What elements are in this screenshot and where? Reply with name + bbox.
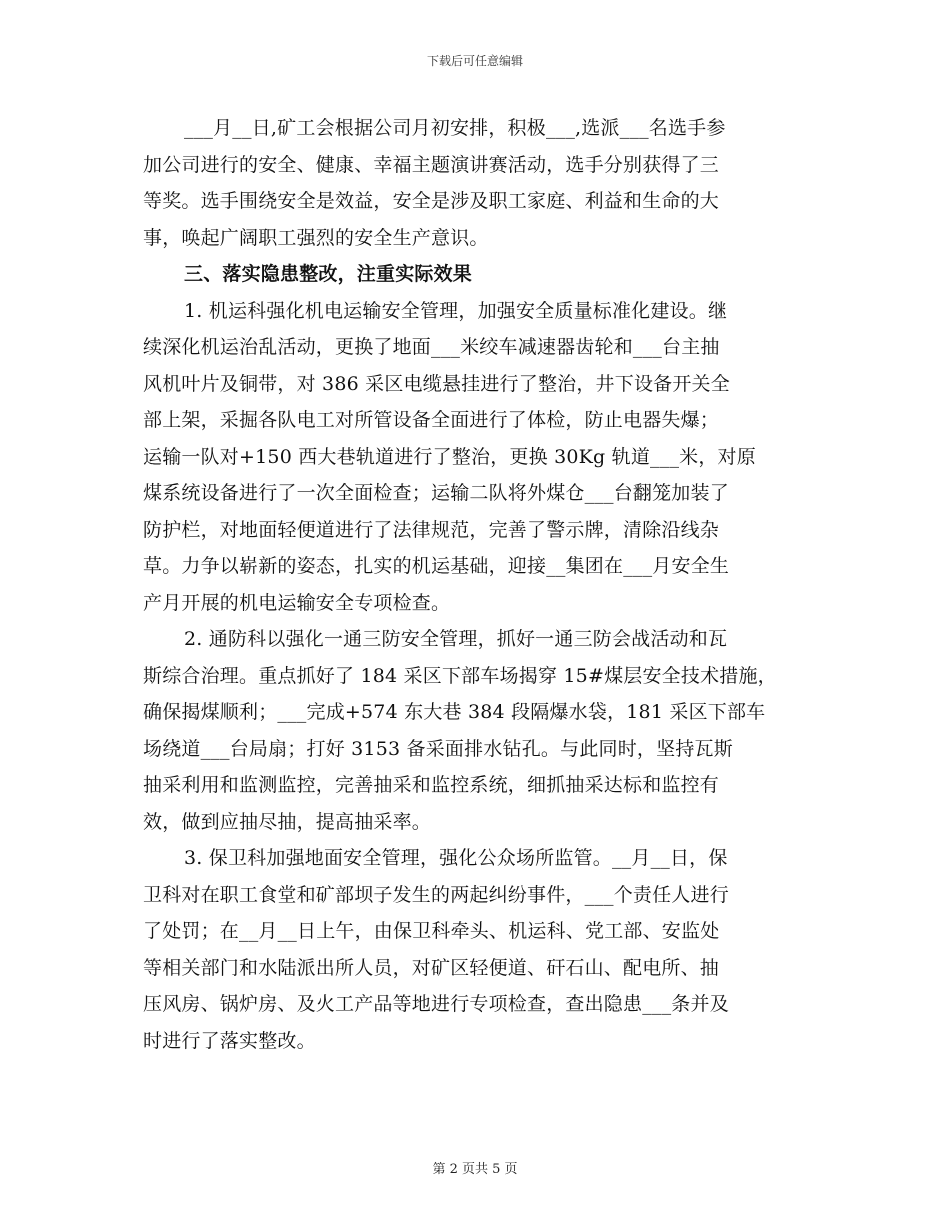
section-heading: [143, 256, 823, 293]
text-line: 3. 保卫科加强地面安全管理，强化公众场所监管。__月__日，保: [184, 847, 728, 869]
text-line: 确保揭煤顺利；___完成+574 东大巷 384 段隔爆水袋，181 采区下部车: [143, 701, 766, 723]
text-line: 部上架，采掘各队电工对所管设备全面进行了体检，防止电器失爆；: [143, 409, 720, 431]
text-line: 时进行了落实整改。: [143, 1029, 316, 1052]
page-footer: 第 2 页共 5 页: [432, 1162, 518, 1177]
text-line: 1. 机运科强化机电运输安全管理，加强安全质量标准化建设。继: [184, 299, 728, 322]
text-line: 效，做到应抽尽抽，提高抽采率。: [143, 810, 432, 833]
text-line: 斯综合治理。重点抓好了 184 采区下部车场揭穿 15#煤层安全技术措施，: [143, 664, 777, 687]
text-line: 等相关部门和水陆派出所人员，对矿区轻便道、矸石山、配电所、抽: [143, 956, 720, 979]
text-line: ___月__日,矿工会根据公司月初安排，积极___,选派___名选手参: [184, 117, 726, 139]
text-line: 压风房、锅炉房、及火工产品等地进行专项检查，查出隐患___条并及: [143, 993, 729, 1015]
paragraph-union-speech: [143, 110, 823, 256]
text-line: 运输一队对+150 西大巷轨道进行了整治，更换 30Kg 轨道___米，对原: [143, 445, 756, 468]
document-body: [143, 110, 823, 1059]
text-line: 了处罚；在__月__日上午，由保卫科牵头、机运科、党工部、安监处: [143, 920, 720, 942]
paragraph-security: [143, 840, 823, 1059]
paragraph-mechanical-transport: [143, 293, 823, 622]
text-line: 产月开展的机电运输安全专项检查。: [143, 591, 451, 614]
text-line: 风机叶片及铜带，对 386 采区电缆悬挂进行了整治，井下设备开关全: [143, 372, 730, 395]
paragraph-ventilation: [143, 621, 823, 840]
text-line: 煤系统设备进行了一次全面检查；运输二队将外煤仓___台翻笼加装了: [143, 482, 729, 504]
text-line: 防护栏，对地面轻便道进行了法律规范，完善了警示牌，清除沿线杂: [143, 518, 720, 541]
text-line: 卫科对在职工食堂和矿部坝子发生的两起纠纷事件，___个责任人进行: [143, 883, 729, 906]
text-line: 事，唤起广阔职工强烈的安全生产意识。: [143, 226, 489, 249]
text-line: 2. 通防科以强化一通三防安全管理，抓好一通三防会战活动和瓦: [184, 628, 728, 650]
text-line: 加公司进行的安全、健康、幸福主题演讲赛活动，选手分别获得了三: [143, 153, 720, 176]
text-line: 草。力争以崭新的姿态，扎实的机运基础，迎接__集团在___月安全生: [143, 555, 730, 577]
text-line: 场绕道___台局扇；打好 3153 备采面排水钻孔。与此同时，坚持瓦斯: [143, 737, 733, 760]
text-line: 等奖。选手围绕安全是效益，安全是涉及职工家庭、利益和生命的大: [143, 190, 720, 212]
text-line: 续深化机运治乱活动，更换了地面___米绞车减速器齿轮和___台主抽: [143, 336, 720, 358]
section-heading-text: 三、落实隐患整改，注重实际效果: [184, 263, 473, 285]
page-header: 下载后可任意编辑: [426, 54, 523, 68]
text-line: 抽采利用和监测监控，完善抽采和监控系统，细抓抽采达标和监控有: [143, 774, 720, 796]
